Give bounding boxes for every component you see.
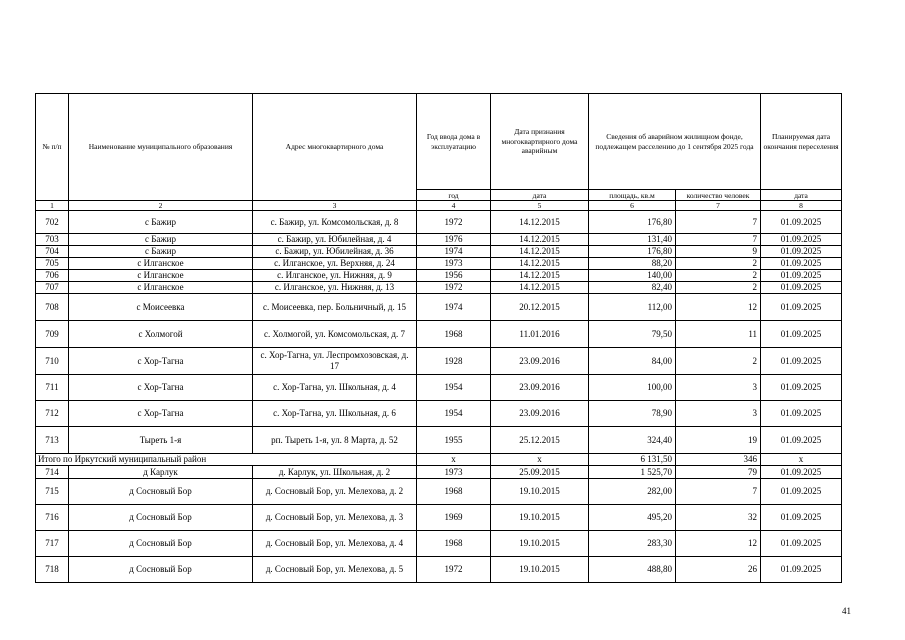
row-number: 717 bbox=[36, 531, 69, 557]
year-cell: 1976 bbox=[417, 234, 491, 246]
planned-end-cell: 01.09.2025 bbox=[761, 258, 842, 270]
people-cell: 2 bbox=[676, 282, 761, 294]
table-row bbox=[36, 211, 842, 234]
total-area: 6 131,50 bbox=[589, 454, 676, 466]
municipality-cell: с Илганское bbox=[69, 282, 253, 294]
emergency-date-cell: 25.09.2015 bbox=[491, 466, 589, 479]
planned-end-cell: 01.09.2025 bbox=[761, 321, 842, 348]
area-cell: 1 525,70 bbox=[589, 466, 676, 479]
table-row bbox=[36, 466, 842, 479]
column-number: 2 bbox=[69, 201, 253, 211]
area-cell: 82,40 bbox=[589, 282, 676, 294]
total-end: x bbox=[761, 454, 842, 466]
year-cell: 1968 bbox=[417, 321, 491, 348]
area-cell: 84,00 bbox=[589, 348, 676, 375]
year-cell: 1974 bbox=[417, 294, 491, 321]
address-cell: д. Сосновый Бор, ул. Мелехова, д. 2 bbox=[253, 479, 417, 505]
emergency-date-cell: 19.10.2015 bbox=[491, 505, 589, 531]
year-cell: 1928 bbox=[417, 348, 491, 375]
people-cell: 9 bbox=[676, 246, 761, 258]
planned-end-cell: 01.09.2025 bbox=[761, 531, 842, 557]
row-number: 718 bbox=[36, 557, 69, 583]
municipality-cell: с Моисеевка bbox=[69, 294, 253, 321]
people-cell: 19 bbox=[676, 427, 761, 454]
area-cell: 488,80 bbox=[589, 557, 676, 583]
people-cell: 2 bbox=[676, 258, 761, 270]
area-cell: 283,30 bbox=[589, 531, 676, 557]
subheader-end-date: дата bbox=[761, 190, 842, 201]
municipality-cell: с Хор-Тагна bbox=[69, 401, 253, 427]
table-row bbox=[36, 321, 842, 348]
row-number: 706 bbox=[36, 270, 69, 282]
year-cell: 1974 bbox=[417, 246, 491, 258]
row-number: 703 bbox=[36, 234, 69, 246]
year-cell: 1955 bbox=[417, 427, 491, 454]
row-number: 715 bbox=[36, 479, 69, 505]
address-cell: д. Сосновый Бор, ул. Мелехова, д. 3 bbox=[253, 505, 417, 531]
planned-end-cell: 01.09.2025 bbox=[761, 505, 842, 531]
area-cell: 88,20 bbox=[589, 258, 676, 270]
address-cell: с. Хор-Тагна, ул. Школьная, д. 4 bbox=[253, 375, 417, 401]
planned-end-cell: 01.09.2025 bbox=[761, 270, 842, 282]
municipality-cell: с Илганское bbox=[69, 258, 253, 270]
emergency-date-cell: 20.12.2015 bbox=[491, 294, 589, 321]
area-cell: 79,50 bbox=[589, 321, 676, 348]
emergency-date-cell: 23.09.2016 bbox=[491, 348, 589, 375]
header-housing-info: Сведения об аварийном жилищном фонде, подлежащем расселению до 1 сентября 2025 года bbox=[589, 94, 761, 190]
people-cell: 26 bbox=[676, 557, 761, 583]
municipality-cell: с Илганское bbox=[69, 270, 253, 282]
emergency-date-cell: 23.09.2016 bbox=[491, 401, 589, 427]
year-cell: 1972 bbox=[417, 282, 491, 294]
subheader-people: количество человек bbox=[676, 190, 761, 201]
total-date: x bbox=[491, 454, 589, 466]
people-cell: 12 bbox=[676, 531, 761, 557]
table-row bbox=[36, 557, 842, 583]
row-number: 705 bbox=[36, 258, 69, 270]
table-row bbox=[36, 294, 842, 321]
row-number: 713 bbox=[36, 427, 69, 454]
row-number: 714 bbox=[36, 466, 69, 479]
header-address: Адрес многоквартирного дома bbox=[253, 94, 417, 201]
column-number: 1 bbox=[36, 201, 69, 211]
row-number: 702 bbox=[36, 211, 69, 234]
column-number: 8 bbox=[761, 201, 842, 211]
planned-end-cell: 01.09.2025 bbox=[761, 348, 842, 375]
row-number: 704 bbox=[36, 246, 69, 258]
table-row bbox=[36, 234, 842, 246]
area-cell: 131,40 bbox=[589, 234, 676, 246]
address-cell: с. Хор-Тагна, ул. Школьная, д. 6 bbox=[253, 401, 417, 427]
people-cell: 2 bbox=[676, 270, 761, 282]
emergency-date-cell: 14.12.2015 bbox=[491, 234, 589, 246]
area-cell: 112,00 bbox=[589, 294, 676, 321]
year-cell: 1973 bbox=[417, 466, 491, 479]
row-number: 709 bbox=[36, 321, 69, 348]
year-cell: 1954 bbox=[417, 401, 491, 427]
municipality-cell: д Сосновый Бор bbox=[69, 557, 253, 583]
emergency-date-cell: 14.12.2015 bbox=[491, 282, 589, 294]
area-cell: 324,40 bbox=[589, 427, 676, 454]
table-row bbox=[36, 531, 842, 557]
people-cell: 7 bbox=[676, 479, 761, 505]
table-row bbox=[36, 401, 842, 427]
address-cell: с. Илганское, ул. Верхняя, д. 24 bbox=[253, 258, 417, 270]
planned-end-cell: 01.09.2025 bbox=[761, 234, 842, 246]
row-number: 710 bbox=[36, 348, 69, 375]
header-row bbox=[36, 94, 842, 190]
emergency-date-cell: 14.12.2015 bbox=[491, 211, 589, 234]
area-cell: 100,00 bbox=[589, 375, 676, 401]
planned-end-cell: 01.09.2025 bbox=[761, 427, 842, 454]
year-cell: 1972 bbox=[417, 211, 491, 234]
housing-register-table bbox=[35, 93, 842, 583]
municipality-cell: с Хор-Тагна bbox=[69, 348, 253, 375]
planned-end-cell: 01.09.2025 bbox=[761, 466, 842, 479]
year-cell: 1973 bbox=[417, 258, 491, 270]
people-cell: 2 bbox=[676, 348, 761, 375]
total-year: x bbox=[417, 454, 491, 466]
total-label: Итого по Иркутский муниципальный район bbox=[36, 454, 417, 466]
municipality-cell: д Сосновый Бор bbox=[69, 479, 253, 505]
header-year: Год ввода дома в эксплуатацию bbox=[417, 94, 491, 190]
year-cell: 1968 bbox=[417, 479, 491, 505]
header-number: № п/п bbox=[36, 94, 69, 201]
planned-end-cell: 01.09.2025 bbox=[761, 211, 842, 234]
year-cell: 1956 bbox=[417, 270, 491, 282]
column-number: 6 bbox=[589, 201, 676, 211]
municipality-cell: д Карлук bbox=[69, 466, 253, 479]
column-number-row bbox=[36, 201, 842, 211]
table-row bbox=[36, 282, 842, 294]
total-row bbox=[36, 454, 842, 466]
planned-end-cell: 01.09.2025 bbox=[761, 246, 842, 258]
address-cell: д. Карлук, ул. Школьная, д. 2 bbox=[253, 466, 417, 479]
emergency-date-cell: 14.12.2015 bbox=[491, 270, 589, 282]
address-cell: д. Сосновый Бор, ул. Мелехова, д. 5 bbox=[253, 557, 417, 583]
subheader-date: дата bbox=[491, 190, 589, 201]
area-cell: 78,90 bbox=[589, 401, 676, 427]
people-cell: 79 bbox=[676, 466, 761, 479]
header-emergency-date: Дата признания многоквартирного дома аварийным bbox=[491, 94, 589, 190]
planned-end-cell: 01.09.2025 bbox=[761, 282, 842, 294]
municipality-cell: д Сосновый Бор bbox=[69, 531, 253, 557]
row-number: 711 bbox=[36, 375, 69, 401]
emergency-date-cell: 19.10.2015 bbox=[491, 557, 589, 583]
emergency-date-cell: 23.09.2016 bbox=[491, 375, 589, 401]
column-number: 7 bbox=[676, 201, 761, 211]
table-row bbox=[36, 375, 842, 401]
address-cell: д. Сосновый Бор, ул. Мелехова, д. 4 bbox=[253, 531, 417, 557]
address-cell: с. Илганское, ул. Нижняя, д. 13 bbox=[253, 282, 417, 294]
municipality-cell: с Хор-Тагна bbox=[69, 375, 253, 401]
address-cell: с. Бажир, ул. Комсомольская, д. 8 bbox=[253, 211, 417, 234]
table-row bbox=[36, 246, 842, 258]
municipality-cell: с Бажир bbox=[69, 246, 253, 258]
address-cell: рп. Тыреть 1-я, ул. 8 Марта, д. 52 bbox=[253, 427, 417, 454]
emergency-date-cell: 14.12.2015 bbox=[491, 258, 589, 270]
emergency-date-cell: 19.10.2015 bbox=[491, 479, 589, 505]
address-cell: с. Холмогой, ул. Комсомольская, д. 7 bbox=[253, 321, 417, 348]
table-row bbox=[36, 479, 842, 505]
table-row bbox=[36, 427, 842, 454]
planned-end-cell: 01.09.2025 bbox=[761, 294, 842, 321]
row-number: 716 bbox=[36, 505, 69, 531]
column-number: 5 bbox=[491, 201, 589, 211]
row-number: 708 bbox=[36, 294, 69, 321]
header-municipality: Наименование муниципального образования bbox=[69, 94, 253, 201]
total-people: 346 bbox=[676, 454, 761, 466]
table-row bbox=[36, 270, 842, 282]
emergency-date-cell: 19.10.2015 bbox=[491, 531, 589, 557]
planned-end-cell: 01.09.2025 bbox=[761, 401, 842, 427]
people-cell: 11 bbox=[676, 321, 761, 348]
emergency-date-cell: 25.12.2015 bbox=[491, 427, 589, 454]
year-cell: 1968 bbox=[417, 531, 491, 557]
people-cell: 12 bbox=[676, 294, 761, 321]
planned-end-cell: 01.09.2025 bbox=[761, 375, 842, 401]
emergency-date-cell: 11.01.2016 bbox=[491, 321, 589, 348]
municipality-cell: д Сосновый Бор bbox=[69, 505, 253, 531]
planned-end-cell: 01.09.2025 bbox=[761, 479, 842, 505]
municipality-cell: с Бажир bbox=[69, 234, 253, 246]
municipality-cell: с Холмогой bbox=[69, 321, 253, 348]
address-cell: с. Хор-Тагна, ул. Леспромхозовская, д. 17 bbox=[253, 348, 417, 375]
column-number: 3 bbox=[253, 201, 417, 211]
table-row bbox=[36, 258, 842, 270]
address-cell: с. Бажир, ул. Юбилейная, д. 4 bbox=[253, 234, 417, 246]
table-row bbox=[36, 348, 842, 375]
planned-end-cell: 01.09.2025 bbox=[761, 557, 842, 583]
area-cell: 282,00 bbox=[589, 479, 676, 505]
area-cell: 176,80 bbox=[589, 246, 676, 258]
emergency-date-cell: 14.12.2015 bbox=[491, 246, 589, 258]
people-cell: 3 bbox=[676, 401, 761, 427]
people-cell: 32 bbox=[676, 505, 761, 531]
people-cell: 3 bbox=[676, 375, 761, 401]
municipality-cell: с Бажир bbox=[69, 211, 253, 234]
row-number: 707 bbox=[36, 282, 69, 294]
address-cell: с. Моисеевка, пер. Больничный, д. 15 bbox=[253, 294, 417, 321]
year-cell: 1969 bbox=[417, 505, 491, 531]
area-cell: 495,20 bbox=[589, 505, 676, 531]
page-number: 41 bbox=[842, 606, 851, 616]
area-cell: 176,80 bbox=[589, 211, 676, 234]
header-planned-end: Планируемая дата окончания переселения bbox=[761, 94, 842, 190]
address-cell: с. Илганское, ул. Нижняя, д. 9 bbox=[253, 270, 417, 282]
year-cell: 1972 bbox=[417, 557, 491, 583]
subheader-year: год bbox=[417, 190, 491, 201]
subheader-area: площадь, кв.м bbox=[589, 190, 676, 201]
column-number: 4 bbox=[417, 201, 491, 211]
people-cell: 7 bbox=[676, 211, 761, 234]
table-row bbox=[36, 505, 842, 531]
people-cell: 7 bbox=[676, 234, 761, 246]
address-cell: с. Бажир, ул. Юбилейная, д. 36 bbox=[253, 246, 417, 258]
municipality-cell: Тыреть 1-я bbox=[69, 427, 253, 454]
area-cell: 140,00 bbox=[589, 270, 676, 282]
row-number: 712 bbox=[36, 401, 69, 427]
year-cell: 1954 bbox=[417, 375, 491, 401]
